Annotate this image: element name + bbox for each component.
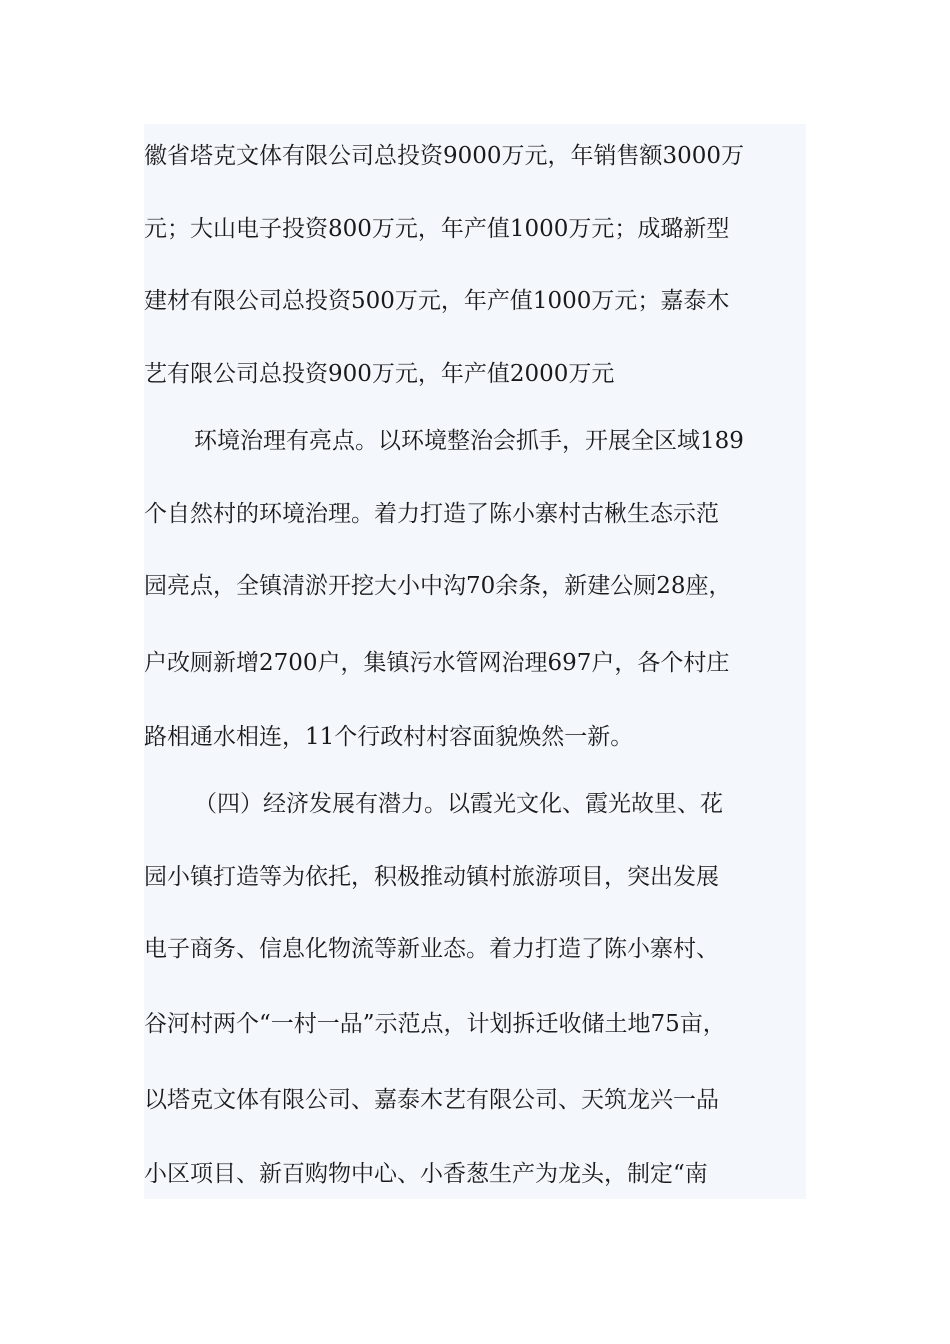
paragraph-line: 建材有限公司总投资500万元，年产值1000万元；嘉泰木 (144, 288, 730, 314)
paragraph-line: 户改厕新增2700户，集镇污水管网治理697户，各个村庄 (144, 650, 730, 676)
paragraph-line: 电子商务、信息化物流等新业态。着力打造了陈小寨村、 (144, 936, 719, 962)
paragraph-line: 元；大山电子投资800万元，年产值1000万元；成璐新型 (144, 216, 730, 242)
highlighted-text-block (144, 124, 806, 1199)
paragraph-line: 路相通水相连，11个行政村村容面貌焕然一新。 (144, 724, 634, 750)
paragraph-line: 以塔克文体有限公司、嘉泰木艺有限公司、天筑龙兴一品 (144, 1087, 719, 1113)
paragraph-line: （四）经济发展有潜力。以霞光文化、霞光故里、花 (194, 791, 723, 817)
paragraph-line: 艺有限公司总投资900万元，年产值2000万元 (144, 361, 615, 387)
paragraph-line: 谷河村两个“一村一品”示范点，计划拆迁收储土地75亩， (144, 1011, 726, 1037)
paragraph-line: 小区项目、新百购物中心、小香葱生产为龙头，制定“南 (144, 1161, 708, 1187)
paragraph-line: 环境治理有亮点。以环境整治会抓手，开展全区域189 (194, 428, 744, 454)
paragraph-line: 个自然村的环境治理。着力打造了陈小寨村古楸生态示范 (144, 501, 719, 527)
paragraph-line: 徽省塔克文体有限公司总投资9000万元，年销售额3000万 (144, 143, 745, 169)
paragraph-line: 园亮点，全镇清淤开挖大小中沟70余条，新建公厕28座， (144, 573, 732, 599)
paragraph-line: 园小镇打造等为依托，积极推动镇村旅游项目，突出发展 (144, 864, 719, 890)
